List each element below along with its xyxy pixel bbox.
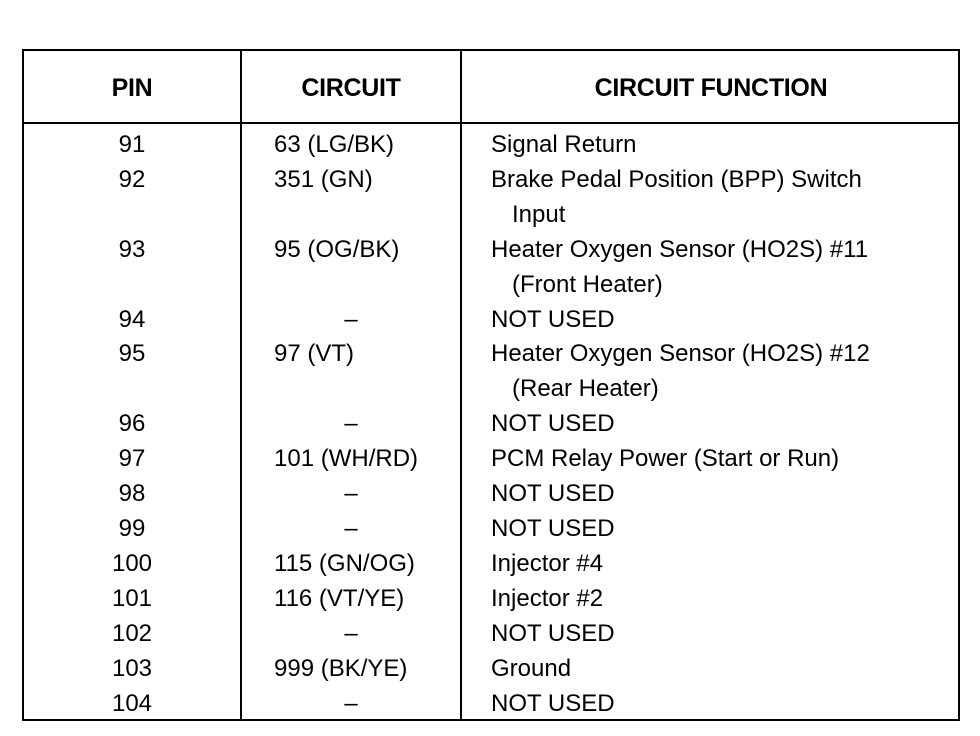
circuit-cell: 101 (WH/RD)	[274, 445, 419, 473]
pin-cell: 98	[118, 480, 146, 508]
circuit-function-cell	[491, 233, 951, 303]
circuit-cell: –	[344, 689, 358, 717]
pin-cell: 97	[118, 445, 146, 473]
table-row	[24, 512, 958, 547]
table-row	[24, 652, 958, 687]
circuit-function-line: Ground	[491, 654, 572, 682]
circuit-function-line: NOT USED	[491, 619, 615, 647]
circuit-function-line: NOT USED	[491, 480, 615, 508]
circuit-function-line: NOT USED	[491, 689, 615, 717]
circuit-cell: 999 (BK/YE)	[274, 654, 408, 682]
table-row	[24, 582, 958, 617]
circuit-function-line: Signal Return	[491, 131, 637, 158]
circuit-function-cell	[491, 303, 951, 338]
table-row	[24, 128, 958, 163]
circuit-function-line: Injector #4	[491, 549, 604, 577]
circuit-function-line: NOT USED	[491, 305, 615, 333]
circuit-function-line: Brake Pedal Position (BPP) Switch	[491, 165, 862, 193]
pin-cell: 103	[111, 654, 153, 682]
table-row	[24, 407, 958, 442]
circuit-function-cell	[491, 547, 951, 582]
table-row	[24, 337, 958, 407]
pin-cell: 95	[118, 340, 146, 368]
circuit-cell: –	[344, 305, 358, 333]
pin-cell: 102	[111, 619, 153, 647]
circuit-function-line: Input	[512, 200, 566, 228]
circuit-cell: 97 (VT)	[274, 340, 355, 368]
circuit-function-cell	[491, 617, 951, 652]
pin-cell: 99	[118, 514, 146, 542]
circuit-cell: 115 (GN/OG)	[274, 549, 415, 577]
pin-cell: 93	[118, 235, 146, 263]
circuit-function-line: NOT USED	[491, 410, 615, 438]
circuit-function-cell	[491, 407, 951, 442]
table-row	[24, 477, 958, 512]
circuit-cell: 351 (GN)	[274, 165, 373, 193]
pin-circuit-table	[22, 49, 960, 721]
table-row	[24, 687, 958, 722]
circuit-function-line: (Front Heater)	[512, 270, 663, 298]
circuit-cell: 95 (OG/BK)	[274, 235, 400, 263]
circuit-function-cell	[491, 128, 951, 163]
circuit-cell: 63 (LG/BK)	[274, 131, 395, 158]
header-divider	[24, 122, 958, 124]
circuit-cell: –	[344, 514, 358, 542]
table-body	[24, 128, 958, 721]
circuit-cell: 116 (VT/YE)	[274, 584, 405, 612]
circuit-function-line: Heater Oxygen Sensor (HO2S) #11	[491, 235, 869, 263]
circuit-function-cell	[491, 163, 951, 233]
table-row	[24, 303, 958, 338]
pin-cell: 96	[118, 410, 146, 438]
circuit-function-line: PCM Relay Power (Start or Run)	[491, 445, 840, 473]
circuit-function-cell	[491, 687, 951, 722]
header-circuit-function: CIRCUIT FUNCTION	[594, 74, 828, 102]
table-row	[24, 233, 958, 303]
circuit-function-cell	[491, 652, 951, 687]
circuit-function-cell	[491, 582, 951, 617]
table-row	[24, 617, 958, 652]
circuit-cell: –	[344, 480, 358, 508]
circuit-function-line: NOT USED	[491, 514, 615, 542]
circuit-function-line: (Rear Heater)	[512, 375, 659, 403]
circuit-function-cell	[491, 442, 951, 477]
circuit-cell: –	[344, 410, 358, 438]
pin-cell: 100	[111, 549, 153, 577]
table-row	[24, 163, 958, 233]
pin-cell: 101	[111, 584, 153, 612]
circuit-function-cell	[491, 337, 951, 407]
circuit-cell: –	[344, 619, 358, 647]
circuit-function-line: Injector #2	[491, 584, 604, 612]
pin-cell: 94	[118, 305, 146, 333]
circuit-function-line: Heater Oxygen Sensor (HO2S) #12	[491, 340, 870, 368]
circuit-function-cell	[491, 512, 951, 547]
header-pin: PIN	[111, 74, 153, 102]
header-circuit: CIRCUIT	[301, 74, 401, 102]
pin-cell: 91	[118, 131, 146, 158]
table-row	[24, 547, 958, 582]
pin-cell: 92	[118, 165, 146, 193]
pin-cell: 104	[111, 689, 153, 717]
circuit-function-cell	[491, 477, 951, 512]
table-row	[24, 442, 958, 477]
